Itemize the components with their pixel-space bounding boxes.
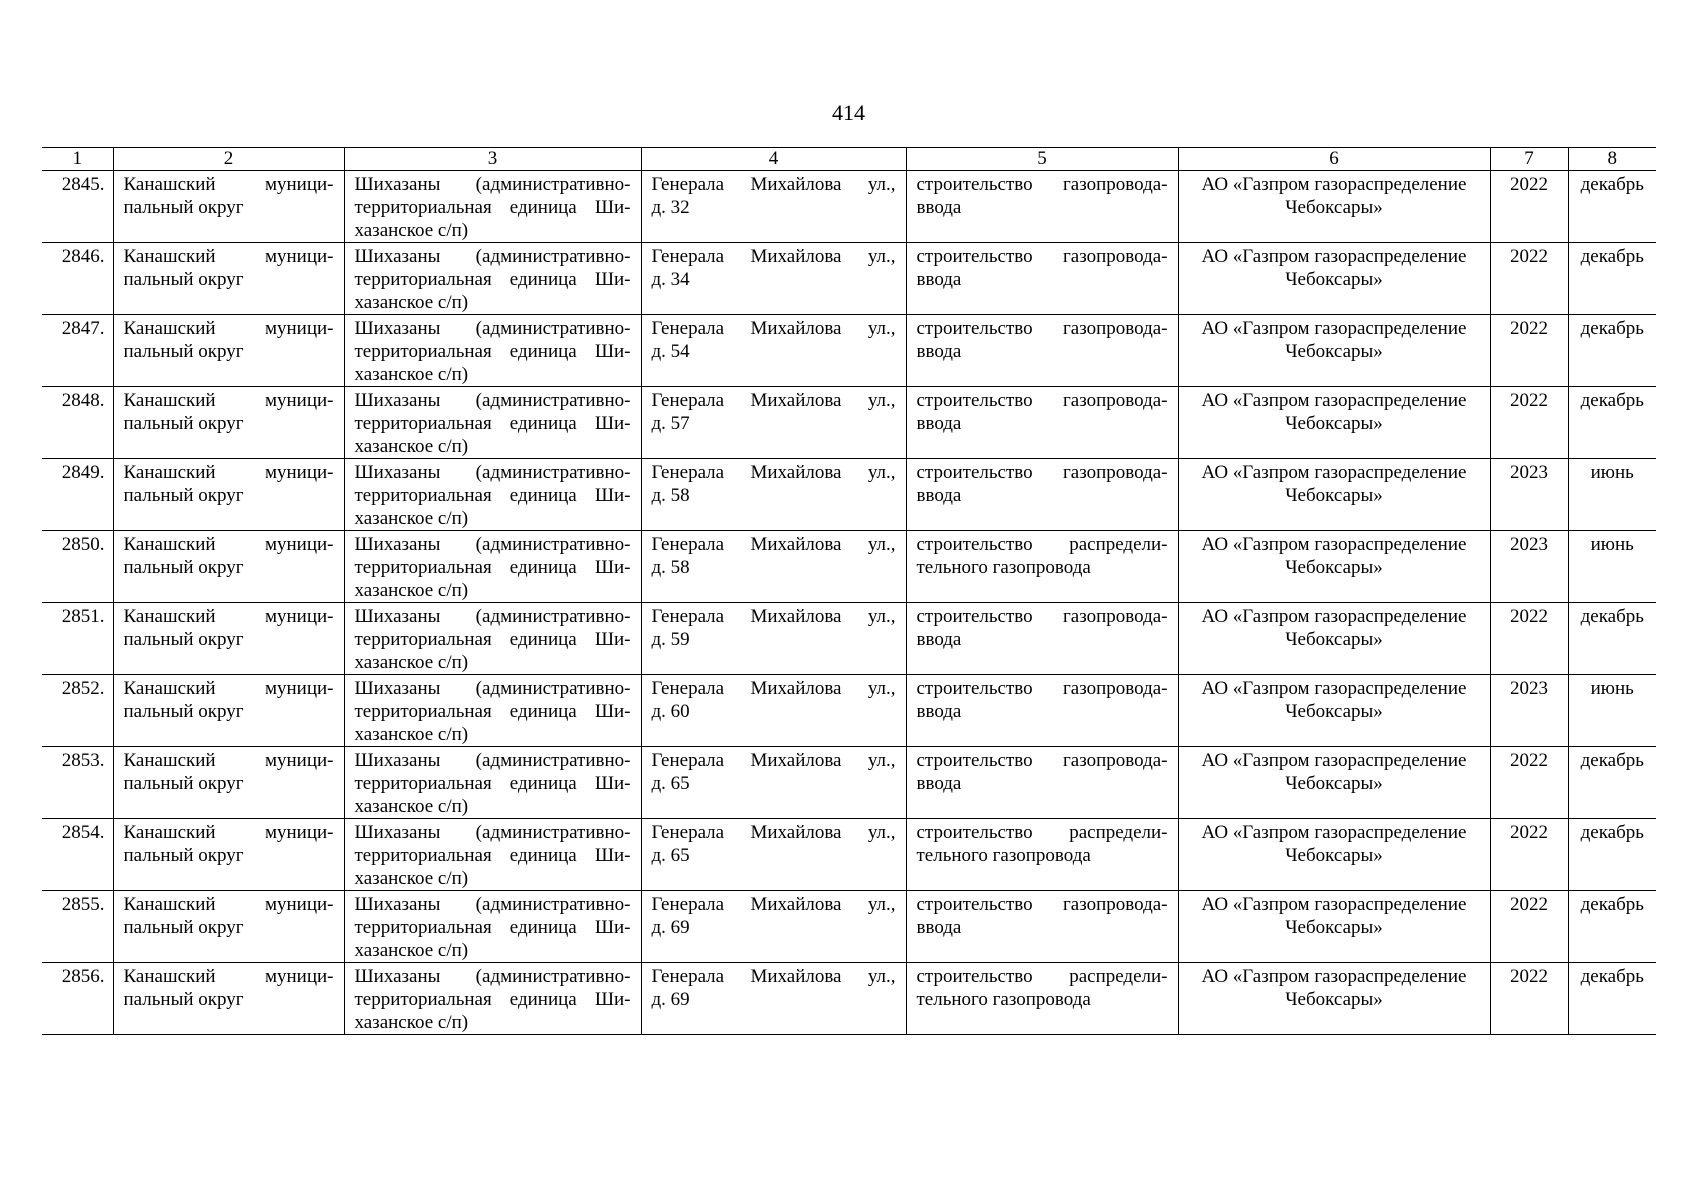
work-type-cell — [906, 675, 1178, 747]
work-type-cell — [906, 315, 1178, 387]
district-cell — [113, 531, 344, 603]
locality-cell-line: Шихазаны (административно- — [354, 822, 631, 843]
table-row — [42, 387, 1656, 459]
district-cell-line: пальный округ — [123, 845, 244, 866]
address-cell-line: д. 32 — [651, 197, 690, 218]
row-number: 2852. — [42, 675, 113, 747]
column-number: 6 — [1178, 148, 1490, 171]
district-cell-line: Канашский муници- — [123, 678, 334, 699]
organization-cell-line: Чебоксары» — [1285, 197, 1383, 218]
district-cell-line: пальный округ — [123, 485, 244, 506]
locality-cell — [344, 171, 641, 243]
locality-cell — [344, 531, 641, 603]
locality-cell-line: Шихазаны (административно- — [354, 678, 631, 699]
table-row — [42, 891, 1656, 963]
work-type-cell-line: тельного газопровода — [916, 845, 1091, 866]
organization-cell-line: АО «Газпром газораспределение — [1201, 318, 1467, 339]
district-cell — [113, 459, 344, 531]
work-type-cell-line: ввода — [916, 341, 962, 362]
column-number: 1 — [42, 148, 113, 171]
work-type-cell-line: ввода — [916, 197, 962, 218]
table-row — [42, 747, 1656, 819]
row-number: 2847. — [42, 315, 113, 387]
organization-cell-line: Чебоксары» — [1285, 989, 1383, 1010]
address-cell-line: д. 54 — [651, 341, 690, 362]
month-cell: декабрь — [1568, 315, 1656, 387]
district-cell-line: пальный округ — [123, 773, 244, 794]
table-row — [42, 531, 1656, 603]
work-type-cell-line: тельного газопровода — [916, 989, 1091, 1010]
year-cell: 2023 — [1490, 531, 1568, 603]
locality-cell-line: хазанское с/п) — [354, 1012, 469, 1033]
work-type-cell-line: строительство газопровода- — [916, 750, 1168, 771]
organization-cell — [1178, 243, 1490, 315]
organization-cell-line: АО «Газпром газораспределение — [1201, 390, 1467, 411]
address-cell-line: Генерала Михайлова ул., — [651, 318, 896, 339]
month-cell: декабрь — [1568, 387, 1656, 459]
locality-cell-line: территориальная единица Ши- — [354, 629, 631, 650]
address-cell — [641, 171, 906, 243]
work-type-cell — [906, 963, 1178, 1035]
district-cell-line: пальный округ — [123, 701, 244, 722]
month-cell: декабрь — [1568, 603, 1656, 675]
organization-cell — [1178, 603, 1490, 675]
organization-cell — [1178, 819, 1490, 891]
locality-cell — [344, 675, 641, 747]
address-cell-line: д. 60 — [651, 701, 690, 722]
district-cell-line: пальный округ — [123, 413, 244, 434]
work-type-cell — [906, 891, 1178, 963]
column-number: 3 — [344, 148, 641, 171]
work-type-cell-line: строительство распредели- — [916, 966, 1168, 987]
locality-cell-line: хазанское с/п) — [354, 940, 469, 961]
row-number: 2845. — [42, 171, 113, 243]
column-number: 7 — [1490, 148, 1568, 171]
work-type-cell-line: строительство газопровода- — [916, 462, 1168, 483]
year-cell: 2022 — [1490, 747, 1568, 819]
address-cell — [641, 531, 906, 603]
address-cell-line: Генерала Михайлова ул., — [651, 534, 896, 555]
month-cell: июнь — [1568, 531, 1656, 603]
work-type-cell-line: ввода — [916, 773, 962, 794]
organization-cell-line: АО «Газпром газораспределение — [1201, 174, 1467, 195]
work-type-cell-line: строительство газопровода- — [916, 390, 1168, 411]
organization-cell — [1178, 459, 1490, 531]
work-type-cell-line: строительство газопровода- — [916, 318, 1168, 339]
locality-cell — [344, 747, 641, 819]
district-cell-line: пальный округ — [123, 917, 244, 938]
column-number: 2 — [113, 148, 344, 171]
year-cell: 2022 — [1490, 171, 1568, 243]
address-cell-line: д. 34 — [651, 269, 690, 290]
month-cell: декабрь — [1568, 171, 1656, 243]
organization-cell-line: Чебоксары» — [1285, 269, 1383, 290]
year-cell: 2022 — [1490, 315, 1568, 387]
district-cell-line: Канашский муници- — [123, 174, 334, 195]
locality-cell-line: Шихазаны (административно- — [354, 750, 631, 771]
district-cell-line: Канашский муници- — [123, 246, 334, 267]
district-cell-line: Канашский муници- — [123, 534, 334, 555]
address-cell-line: д. 57 — [651, 413, 690, 434]
work-type-cell-line: строительство распредели- — [916, 534, 1168, 555]
organization-cell-line: АО «Газпром газораспределение — [1201, 606, 1467, 627]
organization-cell — [1178, 315, 1490, 387]
table-body — [42, 148, 1656, 1035]
organization-cell — [1178, 747, 1490, 819]
locality-cell-line: территориальная единица Ши- — [354, 341, 631, 362]
locality-cell — [344, 819, 641, 891]
locality-cell-line: территориальная единица Ши- — [354, 557, 631, 578]
district-cell-line: пальный округ — [123, 557, 244, 578]
locality-cell-line: территориальная единица Ши- — [354, 269, 631, 290]
locality-cell-line: хазанское с/п) — [354, 724, 469, 745]
work-type-cell-line: строительство газопровода- — [916, 174, 1168, 195]
locality-cell-line: территориальная единица Ши- — [354, 197, 631, 218]
address-cell-line: д. 69 — [651, 989, 690, 1010]
address-cell-line: д. 58 — [651, 485, 690, 506]
organization-cell-line: Чебоксары» — [1285, 845, 1383, 866]
district-cell-line: пальный округ — [123, 989, 244, 1010]
row-number: 2855. — [42, 891, 113, 963]
address-cell-line: Генерала Михайлова ул., — [651, 966, 896, 987]
address-cell-line: д. 65 — [651, 845, 690, 866]
year-cell: 2022 — [1490, 819, 1568, 891]
address-cell-line: Генерала Михайлова ул., — [651, 750, 896, 771]
locality-cell-line: хазанское с/п) — [354, 436, 469, 457]
work-type-cell-line: строительство газопровода- — [916, 246, 1168, 267]
address-cell — [641, 675, 906, 747]
month-cell: декабрь — [1568, 747, 1656, 819]
organization-cell-line: АО «Газпром газораспределение — [1201, 678, 1467, 699]
work-type-cell-line: ввода — [916, 485, 962, 506]
work-type-cell-line: тельного газопровода — [916, 557, 1091, 578]
organization-cell — [1178, 387, 1490, 459]
locality-cell-line: территориальная единица Ши- — [354, 701, 631, 722]
table-row — [42, 603, 1656, 675]
organization-cell-line: АО «Газпром газораспределение — [1201, 750, 1467, 771]
address-cell — [641, 819, 906, 891]
locality-cell-line: Шихазаны (административно- — [354, 534, 631, 555]
organization-cell-line: АО «Газпром газораспределение — [1201, 246, 1467, 267]
address-cell-line: Генерала Михайлова ул., — [651, 390, 896, 411]
address-cell-line: д. 58 — [651, 557, 690, 578]
district-cell-line: Канашский муници- — [123, 390, 334, 411]
address-cell-line: д. 69 — [651, 917, 690, 938]
address-cell — [641, 963, 906, 1035]
organization-cell-line: АО «Газпром газораспределение — [1201, 966, 1467, 987]
locality-cell — [344, 387, 641, 459]
column-number: 8 — [1568, 148, 1656, 171]
locality-cell-line: хазанское с/п) — [354, 292, 469, 313]
district-cell-line: Канашский муници- — [123, 822, 334, 843]
row-number: 2848. — [42, 387, 113, 459]
work-type-cell — [906, 603, 1178, 675]
page-number: 414 — [832, 100, 865, 125]
district-cell-line: пальный округ — [123, 629, 244, 650]
organization-cell-line: АО «Газпром газораспределение — [1201, 462, 1467, 483]
organization-cell-line: Чебоксары» — [1285, 557, 1383, 578]
table-row — [42, 315, 1656, 387]
locality-cell-line: хазанское с/п) — [354, 508, 469, 529]
month-cell: декабрь — [1568, 819, 1656, 891]
month-cell: декабрь — [1568, 963, 1656, 1035]
address-cell — [641, 387, 906, 459]
work-type-cell-line: строительство газопровода- — [916, 894, 1168, 915]
column-number: 5 — [906, 148, 1178, 171]
address-cell-line: Генерала Михайлова ул., — [651, 174, 896, 195]
work-type-cell-line: ввода — [916, 269, 962, 290]
column-number-row — [42, 148, 1656, 171]
row-number: 2846. — [42, 243, 113, 315]
table-row — [42, 171, 1656, 243]
locality-cell-line: территориальная единица Ши- — [354, 845, 631, 866]
address-cell-line: Генерала Михайлова ул., — [651, 246, 896, 267]
row-number: 2853. — [42, 747, 113, 819]
district-cell — [113, 171, 344, 243]
district-cell-line: Канашский муници- — [123, 750, 334, 771]
work-type-cell-line: строительство распредели- — [916, 822, 1168, 843]
locality-cell-line: хазанское с/п) — [354, 796, 469, 817]
month-cell: июнь — [1568, 675, 1656, 747]
work-type-cell — [906, 747, 1178, 819]
year-cell: 2022 — [1490, 891, 1568, 963]
table-row — [42, 819, 1656, 891]
year-cell: 2022 — [1490, 963, 1568, 1035]
row-number: 2856. — [42, 963, 113, 1035]
organization-cell-line: Чебоксары» — [1285, 773, 1383, 794]
address-cell-line: д. 59 — [651, 629, 690, 650]
locality-cell — [344, 243, 641, 315]
work-type-cell-line: строительство газопровода- — [916, 678, 1168, 699]
register-table — [42, 147, 1656, 1035]
organization-cell — [1178, 675, 1490, 747]
address-cell-line: Генерала Михайлова ул., — [651, 822, 896, 843]
organization-cell-line: АО «Газпром газораспределение — [1201, 894, 1467, 915]
district-cell — [113, 243, 344, 315]
district-cell — [113, 963, 344, 1035]
organization-cell-line: Чебоксары» — [1285, 341, 1383, 362]
district-cell-line: пальный округ — [123, 269, 244, 290]
district-cell — [113, 603, 344, 675]
month-cell: июнь — [1568, 459, 1656, 531]
organization-cell-line: АО «Газпром газораспределение — [1201, 822, 1467, 843]
table-row — [42, 963, 1656, 1035]
organization-cell-line: Чебоксары» — [1285, 485, 1383, 506]
district-cell — [113, 819, 344, 891]
work-type-cell — [906, 387, 1178, 459]
year-cell: 2023 — [1490, 675, 1568, 747]
locality-cell-line: хазанское с/п) — [354, 220, 469, 241]
organization-cell — [1178, 531, 1490, 603]
locality-cell-line: территориальная единица Ши- — [354, 773, 631, 794]
address-cell — [641, 603, 906, 675]
locality-cell-line: хазанское с/п) — [354, 868, 469, 889]
district-cell — [113, 891, 344, 963]
work-type-cell — [906, 459, 1178, 531]
address-cell-line: д. 65 — [651, 773, 690, 794]
locality-cell-line: Шихазаны (административно- — [354, 966, 631, 987]
work-type-cell — [906, 171, 1178, 243]
address-cell — [641, 315, 906, 387]
year-cell: 2022 — [1490, 387, 1568, 459]
locality-cell-line: территориальная единица Ши- — [354, 485, 631, 506]
locality-cell-line: Шихазаны (административно- — [354, 174, 631, 195]
locality-cell-line: территориальная единица Ши- — [354, 413, 631, 434]
district-cell-line: Канашский муници- — [123, 894, 334, 915]
column-number: 4 — [641, 148, 906, 171]
district-cell-line: Канашский муници- — [123, 462, 334, 483]
locality-cell-line: Шихазаны (административно- — [354, 894, 631, 915]
row-number: 2850. — [42, 531, 113, 603]
locality-cell-line: хазанское с/п) — [354, 580, 469, 601]
table-row — [42, 243, 1656, 315]
locality-cell — [344, 315, 641, 387]
locality-cell-line: Шихазаны (административно- — [354, 462, 631, 483]
work-type-cell-line: ввода — [916, 629, 962, 650]
month-cell: декабрь — [1568, 243, 1656, 315]
work-type-cell-line: ввода — [916, 701, 962, 722]
organization-cell-line: АО «Газпром газораспределение — [1201, 534, 1467, 555]
address-cell — [641, 459, 906, 531]
year-cell: 2022 — [1490, 603, 1568, 675]
table-row — [42, 675, 1656, 747]
work-type-cell — [906, 243, 1178, 315]
organization-cell-line: Чебоксары» — [1285, 629, 1383, 650]
month-cell: декабрь — [1568, 891, 1656, 963]
district-cell-line: Канашский муници- — [123, 606, 334, 627]
address-cell — [641, 747, 906, 819]
locality-cell-line: территориальная единица Ши- — [354, 917, 631, 938]
locality-cell — [344, 459, 641, 531]
table-row — [42, 459, 1656, 531]
district-cell — [113, 675, 344, 747]
locality-cell-line: Шихазаны (административно- — [354, 246, 631, 267]
work-type-cell-line: ввода — [916, 917, 962, 938]
district-cell-line: Канашский муници- — [123, 966, 334, 987]
organization-cell — [1178, 891, 1490, 963]
locality-cell-line: Шихазаны (административно- — [354, 606, 631, 627]
district-cell — [113, 315, 344, 387]
district-cell-line: пальный округ — [123, 341, 244, 362]
organization-cell — [1178, 171, 1490, 243]
locality-cell — [344, 603, 641, 675]
work-type-cell-line: строительство газопровода- — [916, 606, 1168, 627]
work-type-cell-line: ввода — [916, 413, 962, 434]
district-cell-line: Канашский муници- — [123, 318, 334, 339]
organization-cell-line: Чебоксары» — [1285, 917, 1383, 938]
district-cell — [113, 747, 344, 819]
address-cell-line: Генерала Михайлова ул., — [651, 678, 896, 699]
row-number: 2849. — [42, 459, 113, 531]
locality-cell-line: территориальная единица Ши- — [354, 989, 631, 1010]
address-cell-line: Генерала Михайлова ул., — [651, 894, 896, 915]
organization-cell — [1178, 963, 1490, 1035]
address-cell-line: Генерала Михайлова ул., — [651, 606, 896, 627]
row-number: 2854. — [42, 819, 113, 891]
locality-cell — [344, 891, 641, 963]
locality-cell-line: Шихазаны (административно- — [354, 390, 631, 411]
district-cell-line: пальный округ — [123, 197, 244, 218]
locality-cell-line: Шихазаны (административно- — [354, 318, 631, 339]
district-cell — [113, 387, 344, 459]
locality-cell-line: хазанское с/п) — [354, 652, 469, 673]
address-cell — [641, 243, 906, 315]
address-cell — [641, 891, 906, 963]
address-cell-line: Генерала Михайлова ул., — [651, 462, 896, 483]
row-number: 2851. — [42, 603, 113, 675]
locality-cell — [344, 963, 641, 1035]
work-type-cell — [906, 819, 1178, 891]
work-type-cell — [906, 531, 1178, 603]
year-cell: 2022 — [1490, 243, 1568, 315]
organization-cell-line: Чебоксары» — [1285, 701, 1383, 722]
locality-cell-line: хазанское с/п) — [354, 364, 469, 385]
organization-cell-line: Чебоксары» — [1285, 413, 1383, 434]
year-cell: 2023 — [1490, 459, 1568, 531]
